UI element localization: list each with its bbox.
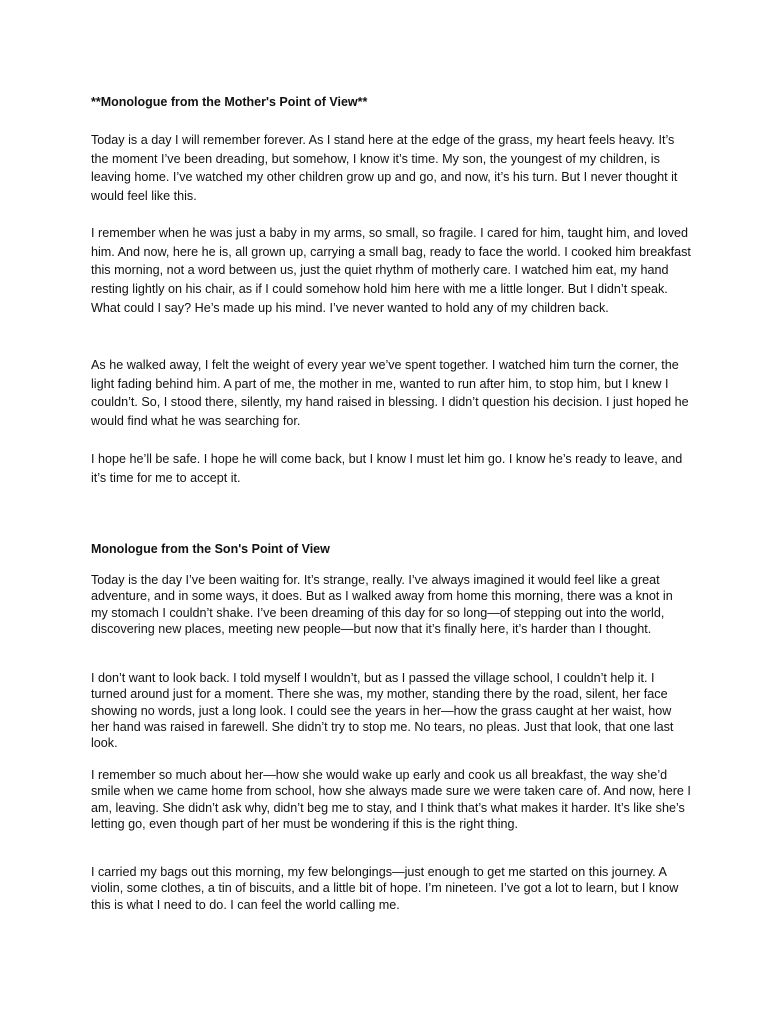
mother-section-heading: **Monologue from the Mother's Point of View**: [91, 95, 368, 109]
son-paragraph-4: I carried my bags out this morning, my few belongings—just enough to get me started on this journey. A violin, some clothes, a tin of biscuits, and a little bit of hope. I’m nineteen. I’ve got a lot to learn, but I know this is what I need to do. I can feel the world calling me.: [91, 865, 679, 912]
mother-paragraph-4: I hope he’ll be safe. I hope he will come back, but I know I must let him go. I know he’s ready to leave, and it’s time for me to accept it.: [91, 452, 683, 485]
mother-paragraph-1: Today is a day I will remember forever. As I stand here at the edge of the grass, my heart feels heavy. It’s the moment I’ve been dreading, but somehow, I know it’s time. My son, the youngest of my children, is leaving home. I’ve watched my other children grow up and go, and now, it’s his turn. But I never thought it would feel like this.: [91, 133, 678, 204]
son-paragraph-2: I don’t want to look back. I told myself I wouldn’t, but as I passed the village school, I couldn’t help it. I turned around just for a moment. There she was, my mother, standing there by the road, silent, her face showing no words, just a long look. I could see the years in her—how the grass caught at her waist, how her hand was raised in farewell. She didn’t try to stop me. No tears, no pleas. Just that look, that one last look.: [91, 671, 674, 751]
mother-paragraph-3: As he walked away, I felt the weight of every year we’ve spent together. I watched him turn the corner, the light fading behind him. A part of me, the mother in me, wanted to run after him, to stop him, but I knew I couldn’t. So, I stood there, silently, my hand raised in blessing. I didn’t question his decision. I just hoped he would find what he was searching for.: [91, 358, 689, 429]
son-section-heading: Monologue from the Son's Point of View: [91, 542, 330, 556]
son-paragraph-3: I remember so much about her—how she would wake up early and cook us all breakfast, the way she’d smile when we came home from school, how she always made sure we were taken care of. And now, here I am, leaving. She didn’t ask why, didn’t beg me to stay, and I think that’s what makes it harder. It’s like she’s letting go, even though part of her must be wondering if this is the right thing.: [91, 768, 691, 831]
son-paragraph-1: Today is the day I’ve been waiting for. It’s strange, really. I’ve always imagined it would feel like a great adventure, and in some ways, it does. But as I walked away from home this morning, there was a knot in my stomach I couldn’t shake. I’ve been dreaming of this day for so long—of stepping out into the world, discovering new places, meeting new people—but now that it’s finally here, it’s harder than I thought.: [91, 573, 673, 636]
mother-paragraph-2: I remember when he was just a baby in my arms, so small, so fragile. I cared for him, taught him, and loved him. And now, here he is, all grown up, carrying a small bag, ready to face the world. I cooked him breakfast this morning, not a word between us, just the quiet rhythm of motherly care. I watched him eat, my hand resting lightly on his chair, as if I could somehow hold him here with me a little longer. But I didn’t speak. What could I say? He’s made up his mind. I’ve never wanted to hold any of my children back.: [91, 226, 691, 315]
